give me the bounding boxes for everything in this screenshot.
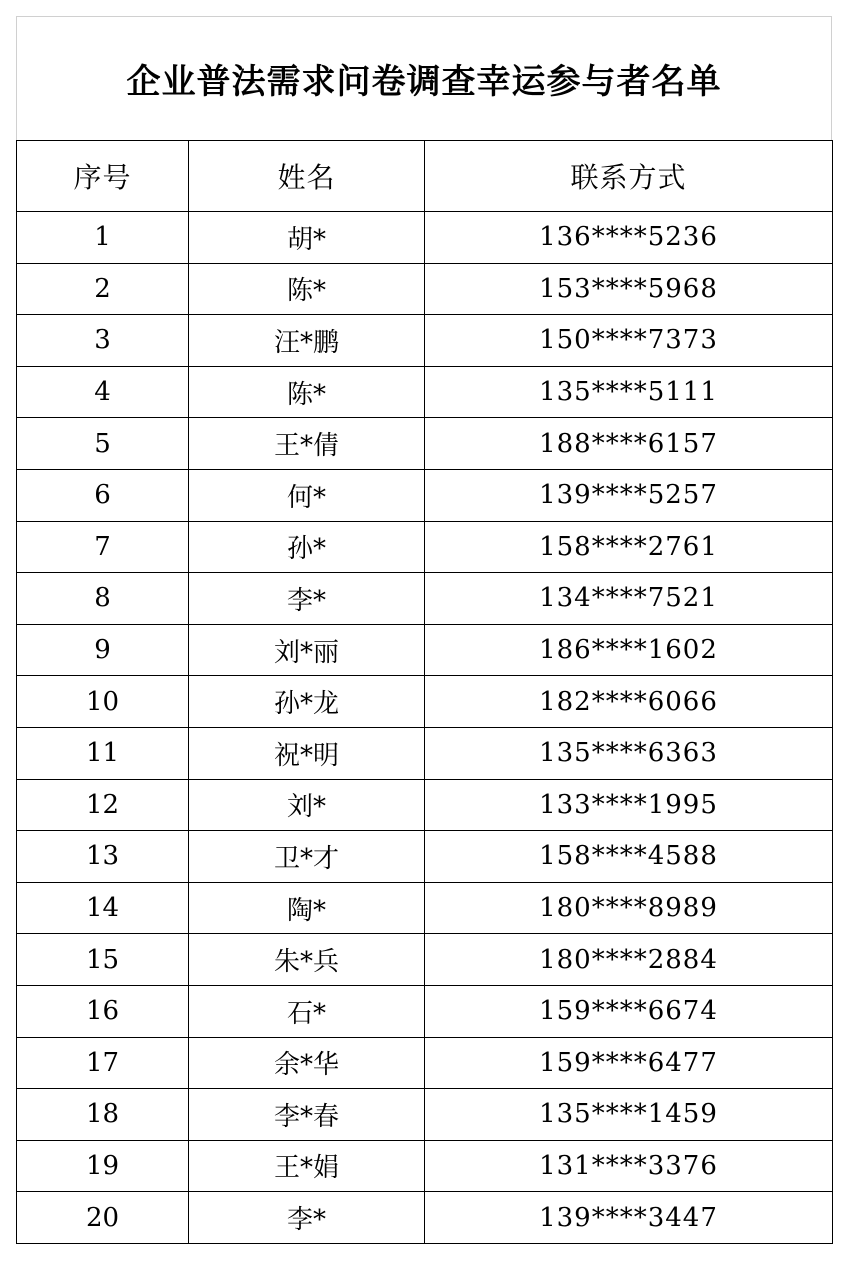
winners-sheet	[16, 16, 832, 1253]
row-contact: 139****5257	[425, 469, 833, 521]
table-row	[17, 676, 833, 728]
header-name: 姓名	[189, 141, 425, 212]
table-row	[17, 212, 833, 264]
row-index: 11	[17, 727, 189, 779]
table-row	[17, 263, 833, 315]
row-name: 陈*	[189, 366, 425, 418]
table-row	[17, 934, 833, 986]
row-contact: 131****3376	[425, 1140, 833, 1192]
header-contact: 联系方式	[425, 141, 833, 212]
row-name: 陈*	[189, 263, 425, 315]
row-contact: 150****7373	[425, 315, 833, 367]
table-row	[17, 985, 833, 1037]
table-row	[17, 1192, 833, 1244]
row-contact: 159****6674	[425, 985, 833, 1037]
row-index: 4	[17, 366, 189, 418]
row-index: 18	[17, 1089, 189, 1141]
header-index: 序号	[17, 141, 189, 212]
row-index: 13	[17, 831, 189, 883]
table-row	[17, 831, 833, 883]
row-name: 刘*丽	[189, 624, 425, 676]
table-row	[17, 315, 833, 367]
row-name: 卫*才	[189, 831, 425, 883]
row-index: 15	[17, 934, 189, 986]
row-name: 余*华	[189, 1037, 425, 1089]
row-index: 5	[17, 418, 189, 470]
row-contact: 134****7521	[425, 573, 833, 625]
title-box	[16, 16, 832, 140]
row-name: 王*倩	[189, 418, 425, 470]
row-contact: 186****1602	[425, 624, 833, 676]
table-row	[17, 366, 833, 418]
row-index: 8	[17, 573, 189, 625]
table-row	[17, 573, 833, 625]
page-title: 企业普法需求问卷调查幸运参与者名单	[126, 62, 722, 102]
row-contact: 158****2761	[425, 521, 833, 573]
row-name: 孙*龙	[189, 676, 425, 728]
row-contact: 135****6363	[425, 727, 833, 779]
row-name: 孙*	[189, 521, 425, 573]
row-index: 7	[17, 521, 189, 573]
row-contact: 180****8989	[425, 882, 833, 934]
row-index: 9	[17, 624, 189, 676]
table-row	[17, 418, 833, 470]
row-contact: 135****5111	[425, 366, 833, 418]
table-row	[17, 1140, 833, 1192]
row-index: 10	[17, 676, 189, 728]
row-index: 12	[17, 779, 189, 831]
row-index: 17	[17, 1037, 189, 1089]
row-contact: 136****5236	[425, 212, 833, 264]
row-contact: 188****6157	[425, 418, 833, 470]
table-row	[17, 727, 833, 779]
row-index: 16	[17, 985, 189, 1037]
row-name: 李*	[189, 573, 425, 625]
row-index: 3	[17, 315, 189, 367]
row-name: 王*娟	[189, 1140, 425, 1192]
row-name: 李*	[189, 1192, 425, 1244]
row-name: 朱*兵	[189, 934, 425, 986]
row-contact: 133****1995	[425, 779, 833, 831]
row-contact: 182****6066	[425, 676, 833, 728]
row-index: 6	[17, 469, 189, 521]
row-contact: 153****5968	[425, 263, 833, 315]
row-name: 陶*	[189, 882, 425, 934]
table-row	[17, 1037, 833, 1089]
row-contact: 135****1459	[425, 1089, 833, 1141]
row-name: 何*	[189, 469, 425, 521]
table-row	[17, 624, 833, 676]
table-row	[17, 779, 833, 831]
row-name: 李*春	[189, 1089, 425, 1141]
table-row	[17, 882, 833, 934]
row-contact: 180****2884	[425, 934, 833, 986]
row-name: 胡*	[189, 212, 425, 264]
winners-table	[16, 140, 833, 1244]
row-contact: 158****4588	[425, 831, 833, 883]
row-index: 14	[17, 882, 189, 934]
row-name: 祝*明	[189, 727, 425, 779]
row-name: 石*	[189, 985, 425, 1037]
row-index: 1	[17, 212, 189, 264]
row-index: 2	[17, 263, 189, 315]
row-contact: 159****6477	[425, 1037, 833, 1089]
table-row	[17, 521, 833, 573]
row-name: 刘*	[189, 779, 425, 831]
row-contact: 139****3447	[425, 1192, 833, 1244]
row-name: 汪*鹏	[189, 315, 425, 367]
table-header-row	[17, 141, 833, 212]
table-row	[17, 1089, 833, 1141]
row-index: 19	[17, 1140, 189, 1192]
row-index: 20	[17, 1192, 189, 1244]
table-row	[17, 469, 833, 521]
